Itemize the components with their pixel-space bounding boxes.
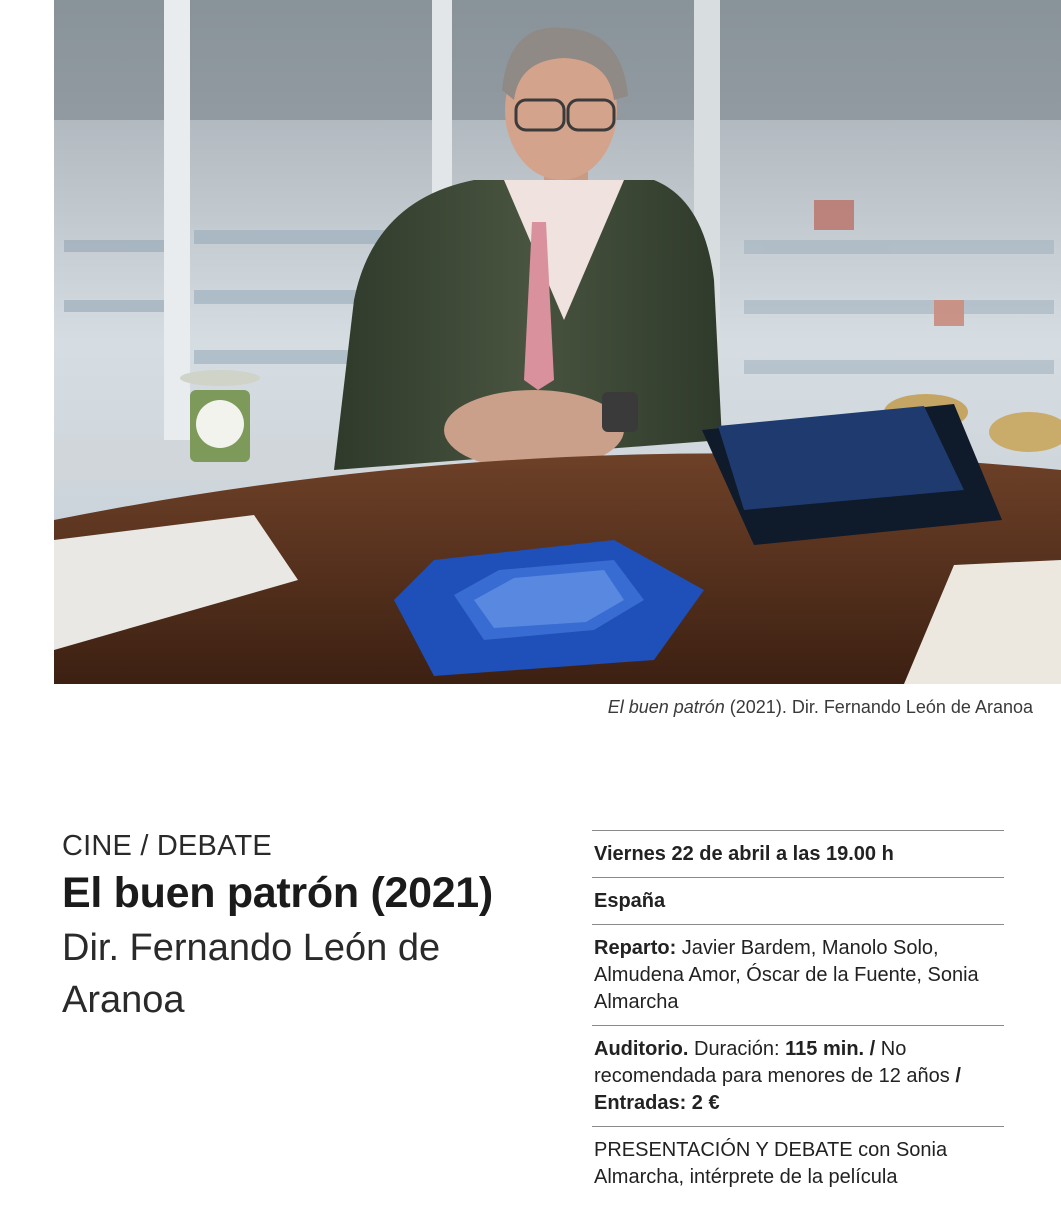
event-heading	[62, 830, 562, 1026]
film-still-illustration	[54, 0, 1061, 684]
detail-cast	[592, 924, 1004, 1025]
caption-film-title: El buen patrón	[607, 697, 725, 717]
caption-credits: (2021). Dir. Fernando León de Aranoa	[724, 697, 1033, 717]
event-details	[592, 830, 1004, 1200]
detail-date	[592, 830, 1004, 877]
date-text: Viernes 22 de abril a las 19.00 h	[594, 843, 894, 865]
duration-label: Duración:	[688, 1038, 786, 1060]
wristwatch	[602, 392, 638, 432]
detail-presentation	[592, 1126, 1004, 1200]
age-rating: No recomendada para menores de 12 años	[594, 1038, 950, 1087]
cast-list: Javier Bardem, Manolo Solo, Almudena Amor, Óscar de la Fuente, Sonia Almarcha	[594, 937, 979, 1013]
venue-label: Auditorio.	[594, 1038, 689, 1060]
event-category: CINE / DEBATE	[62, 830, 272, 862]
country-text: España	[594, 890, 666, 912]
presentation-text: PRESENTACIÓN Y DEBATE con Sonia Almarcha, intérprete de la película	[594, 1139, 948, 1188]
film-director: Dir. Fernando León de Aranoa	[62, 927, 441, 1021]
film-title: El buen patrón (2021)	[62, 869, 493, 917]
scale-dial	[196, 400, 244, 448]
photo-caption	[608, 697, 1033, 718]
detail-country	[592, 877, 1004, 924]
detail-venue	[592, 1025, 1004, 1126]
duration-value: 115 min. /	[785, 1038, 876, 1060]
film-still-photo	[54, 0, 1061, 684]
cast-label: Reparto:	[594, 937, 677, 959]
tickets-price: / Entradas: 2 €	[594, 1065, 961, 1114]
